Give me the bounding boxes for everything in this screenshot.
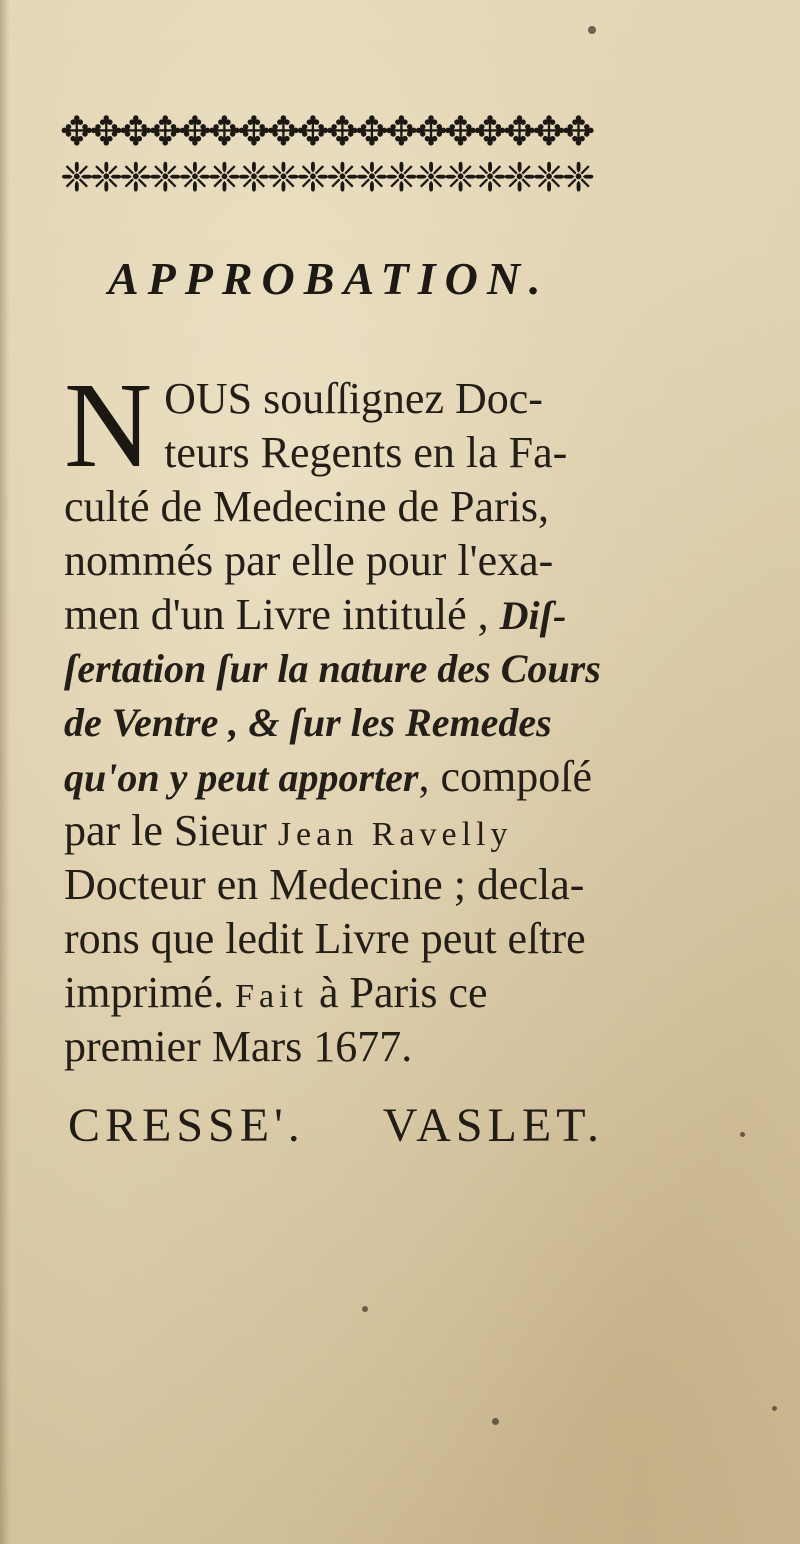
book-title-fragment: Diſ- [499,593,567,638]
drop-cap: N [64,372,153,480]
signature-vaslet: VASLET. [382,1099,604,1152]
fait-word: Fait [235,978,308,1015]
text-line [64,750,704,804]
text-line [64,966,704,1020]
signatures [68,1098,708,1153]
text-segment: par le Sieur [64,806,278,855]
approbation-text [64,372,704,1074]
text-segment: , compoſé [418,752,592,801]
text-line [64,588,704,642]
book-title-line: de Ventre , & ſur les Remedes [64,700,552,745]
fleuron-ornament-row-bottom: ❈❈❈❈❈❈❈❈❈❈❈❈❈❈❈❈❈❈ [60,156,592,200]
text-line: rons que ledit Livre peut eſtre [64,914,586,963]
text-line [64,804,704,858]
text-segment: à Paris ce [308,968,488,1017]
paper-speck [362,1306,368,1312]
paper-speck [740,1132,745,1137]
text-segment: men d'un Livre intitulé , [64,590,500,639]
text-segment: imprimé. [64,968,236,1017]
drop-cap-block [64,372,704,480]
text-line: culté de Medecine de Paris, [64,482,550,531]
book-title-fragment: qu'on y peut apporter [64,755,419,800]
fleuron-ornament-row-top: ✥✥✥✥✥✥✥✥✥✥✥✥✥✥✥✥✥✥ [60,110,592,154]
page-title: APPROBATION. [108,253,550,304]
text-line: premier Mars 1677. [64,1022,413,1071]
author-name: Jean Ravelly [277,816,513,853]
text-line: nommés par elle pour l'exa- [64,536,554,585]
text-line: Docteur en Medecine ; decla- [64,860,585,909]
text-line: teurs Regents en la Fa- [164,428,568,477]
paper-speck [772,1406,777,1411]
text-line: OUS souſſignez Doc- [164,374,543,423]
page-edge-shadow [0,0,10,1544]
paper-speck [588,26,596,34]
book-title-line: ſertation ſur la nature des Cours [64,646,601,691]
paper-speck [492,1418,499,1425]
signature-cresse: CRESSE'. [68,1099,305,1152]
